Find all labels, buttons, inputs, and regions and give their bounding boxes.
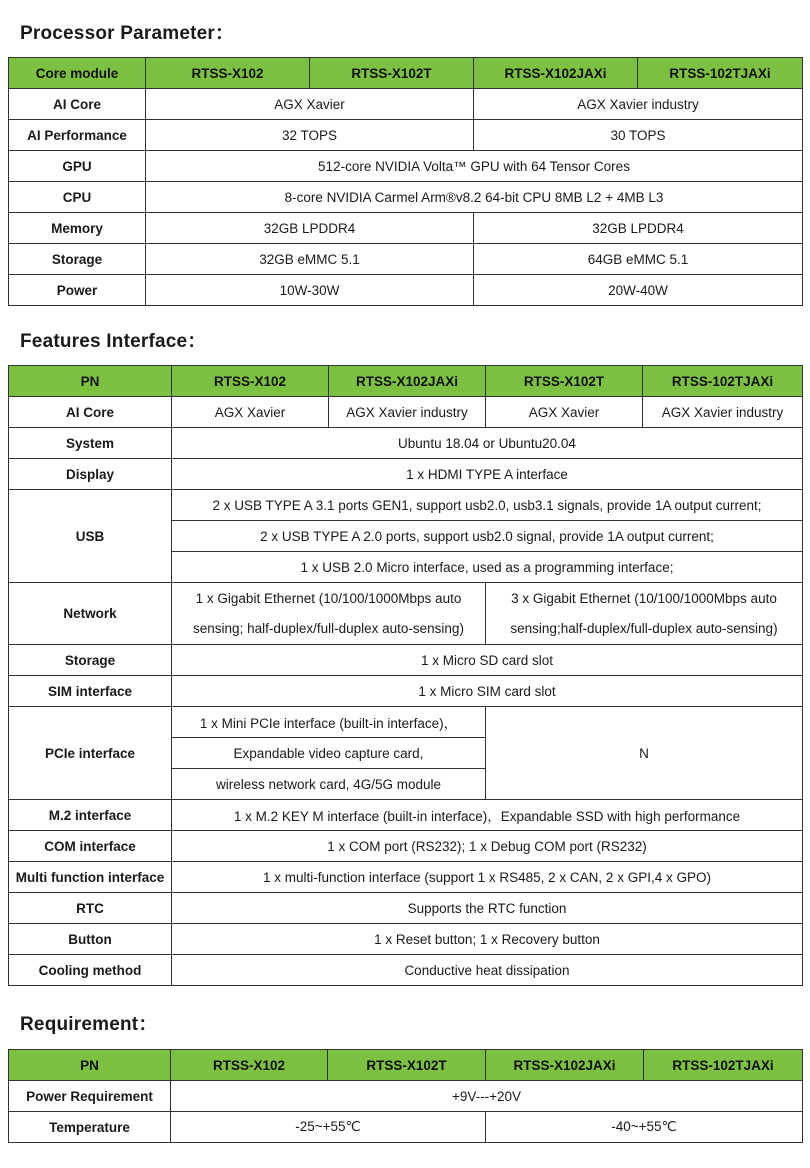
table-cell: 64GB eMMC 5.1 xyxy=(474,244,803,275)
table-row xyxy=(9,490,803,521)
table-cell: 2 x USB TYPE A 3.1 ports GEN1, support usb2.0, usb3.1 signals, provide 1A output current; xyxy=(172,490,803,521)
table-cell: 1 x Reset button; 1 x Recovery button xyxy=(172,924,803,955)
header-cell: RTSS-X102 xyxy=(172,366,329,397)
table-cell: 1 x M.2 KEY M interface (built-in interface)，Expandable SSD with high performance xyxy=(172,800,803,831)
row-label: AI Core xyxy=(9,397,172,428)
header-cell: PN xyxy=(9,366,172,397)
table-row xyxy=(9,1081,803,1112)
table-cell: 30 TOPS xyxy=(474,120,803,151)
header-cell: RTSS-102TJAXi xyxy=(638,58,803,89)
table-cell: N xyxy=(486,738,803,769)
row-label: Storage xyxy=(9,244,146,275)
table-row xyxy=(9,893,803,924)
table-cell: 32GB LPDDR4 xyxy=(474,213,803,244)
table-cell: 32 TOPS xyxy=(146,120,474,151)
table-row xyxy=(9,924,803,955)
table-cell: sensing; half-duplex/full-duplex auto-sensing) xyxy=(172,614,486,645)
row-label: PCIe interface xyxy=(9,707,172,800)
table-cell: 1 x multi-function interface (support 1 x RS485, 2 x CAN, 2 x GPI,4 x GPO) xyxy=(172,862,803,893)
row-label: Power xyxy=(9,275,146,306)
header-cell: RTSS-X102JAXi xyxy=(486,1050,644,1081)
table-row xyxy=(9,244,803,275)
row-label: Multi function interface xyxy=(9,862,172,893)
row-label: Power Requirement xyxy=(9,1081,171,1112)
header-cell: Core module xyxy=(9,58,146,89)
row-label: SIM interface xyxy=(9,676,172,707)
table-header-row xyxy=(9,58,803,89)
header-cell: RTSS-102TJAXi xyxy=(643,366,803,397)
empty-cell xyxy=(486,769,803,800)
table-row xyxy=(9,459,803,490)
table-row xyxy=(9,397,803,428)
processor-table xyxy=(8,57,803,306)
table-cell: 32GB LPDDR4 xyxy=(146,213,474,244)
empty-cell xyxy=(486,707,803,738)
table-row xyxy=(9,120,803,151)
table-cell: 1 x Micro SD card slot xyxy=(172,645,803,676)
header-cell: RTSS-X102 xyxy=(171,1050,328,1081)
row-label: Cooling method xyxy=(9,955,172,986)
table-row xyxy=(9,676,803,707)
table-row xyxy=(9,275,803,306)
table-row xyxy=(9,955,803,986)
table-cell: Expandable video capture card, xyxy=(172,738,486,769)
requirement-heading: Requirement： xyxy=(20,1014,158,1035)
table-cell: AGX Xavier xyxy=(172,397,329,428)
table-row xyxy=(9,89,803,120)
header-cell: RTSS-X102JAXi xyxy=(474,58,638,89)
table-cell: wireless network card, 4G/5G module xyxy=(172,769,486,800)
row-label: Storage xyxy=(9,645,172,676)
table-cell: 32GB eMMC 5.1 xyxy=(146,244,474,275)
table-cell: -40~+55℃ xyxy=(486,1112,803,1143)
row-label: CPU xyxy=(9,182,146,213)
table-cell: AGX Xavier xyxy=(486,397,643,428)
table-cell: 1 x Mini PCIe interface (built-in interface)， xyxy=(172,707,486,738)
table-row xyxy=(9,151,803,182)
table-row xyxy=(9,862,803,893)
table-row xyxy=(9,707,803,738)
table-header-row xyxy=(9,1050,803,1081)
table-row xyxy=(9,831,803,862)
requirement-table xyxy=(8,1049,803,1143)
header-cell: RTSS-X102 xyxy=(146,58,310,89)
table-row xyxy=(9,645,803,676)
row-label: AI Performance xyxy=(9,120,146,151)
header-cell: RTSS-X102T xyxy=(310,58,474,89)
table-cell: +9V---+20V xyxy=(171,1081,803,1112)
header-cell: PN xyxy=(9,1050,171,1081)
table-cell: AGX Xavier industry xyxy=(643,397,803,428)
table-cell: 1 x Gigabit Ethernet (10/100/1000Mbps auto xyxy=(172,583,486,614)
row-label: M.2 interface xyxy=(9,800,172,831)
row-label: GPU xyxy=(9,151,146,182)
header-cell: RTSS-X102JAXi xyxy=(329,366,486,397)
table-cell: AGX Xavier industry xyxy=(329,397,486,428)
row-label: COM interface xyxy=(9,831,172,862)
table-cell: 1 x USB 2.0 Micro interface, used as a programming interface; xyxy=(172,552,803,583)
table-cell: 8-core NVIDIA Carmel Arm®v8.2 64-bit CPU 8MB L2 + 4MB L3 xyxy=(146,182,803,213)
row-label: Display xyxy=(9,459,172,490)
row-label: System xyxy=(9,428,172,459)
row-label: USB xyxy=(9,490,172,583)
table-row xyxy=(9,213,803,244)
table-cell: 10W-30W xyxy=(146,275,474,306)
table-cell: 512-core NVIDIA Volta™ GPU with 64 Tensor Cores xyxy=(146,151,803,182)
features-table xyxy=(8,365,803,986)
processor-heading: Processor Parameter： xyxy=(20,23,235,44)
table-header-row xyxy=(9,366,803,397)
table-cell: Ubuntu 18.04 or Ubuntu20.04 xyxy=(172,428,803,459)
row-label: Temperature xyxy=(9,1112,171,1143)
table-cell: Supports the RTC function xyxy=(172,893,803,924)
header-cell: RTSS-102TJAXi xyxy=(644,1050,803,1081)
row-label: Memory xyxy=(9,213,146,244)
row-label: RTC xyxy=(9,893,172,924)
table-row xyxy=(9,800,803,831)
table-cell: 2 x USB TYPE A 2.0 ports, support usb2.0 signal, provide 1A output current; xyxy=(172,521,803,552)
table-cell: 1 x Micro SIM card slot xyxy=(172,676,803,707)
header-cell: RTSS-X102T xyxy=(486,366,643,397)
table-row xyxy=(9,428,803,459)
features-heading: Features Interface： xyxy=(20,331,207,352)
table-row xyxy=(9,182,803,213)
table-cell: -25~+55℃ xyxy=(171,1112,486,1143)
table-cell: Conductive heat dissipation xyxy=(172,955,803,986)
table-row xyxy=(9,583,803,614)
table-row xyxy=(9,1112,803,1143)
row-label: AI Core xyxy=(9,89,146,120)
table-cell: 1 x COM port (RS232); 1 x Debug COM port (RS232) xyxy=(172,831,803,862)
table-cell: AGX Xavier industry xyxy=(474,89,803,120)
header-cell: RTSS-X102T xyxy=(328,1050,486,1081)
table-cell: AGX Xavier xyxy=(146,89,474,120)
table-cell: 1 x HDMI TYPE A interface xyxy=(172,459,803,490)
table-cell: sensing;half-duplex/full-duplex auto-sensing) xyxy=(486,614,803,645)
table-cell: 3 x Gigabit Ethernet (10/100/1000Mbps auto xyxy=(486,583,803,614)
table-cell: 20W-40W xyxy=(474,275,803,306)
row-label: Network xyxy=(9,583,172,645)
row-label: Button xyxy=(9,924,172,955)
